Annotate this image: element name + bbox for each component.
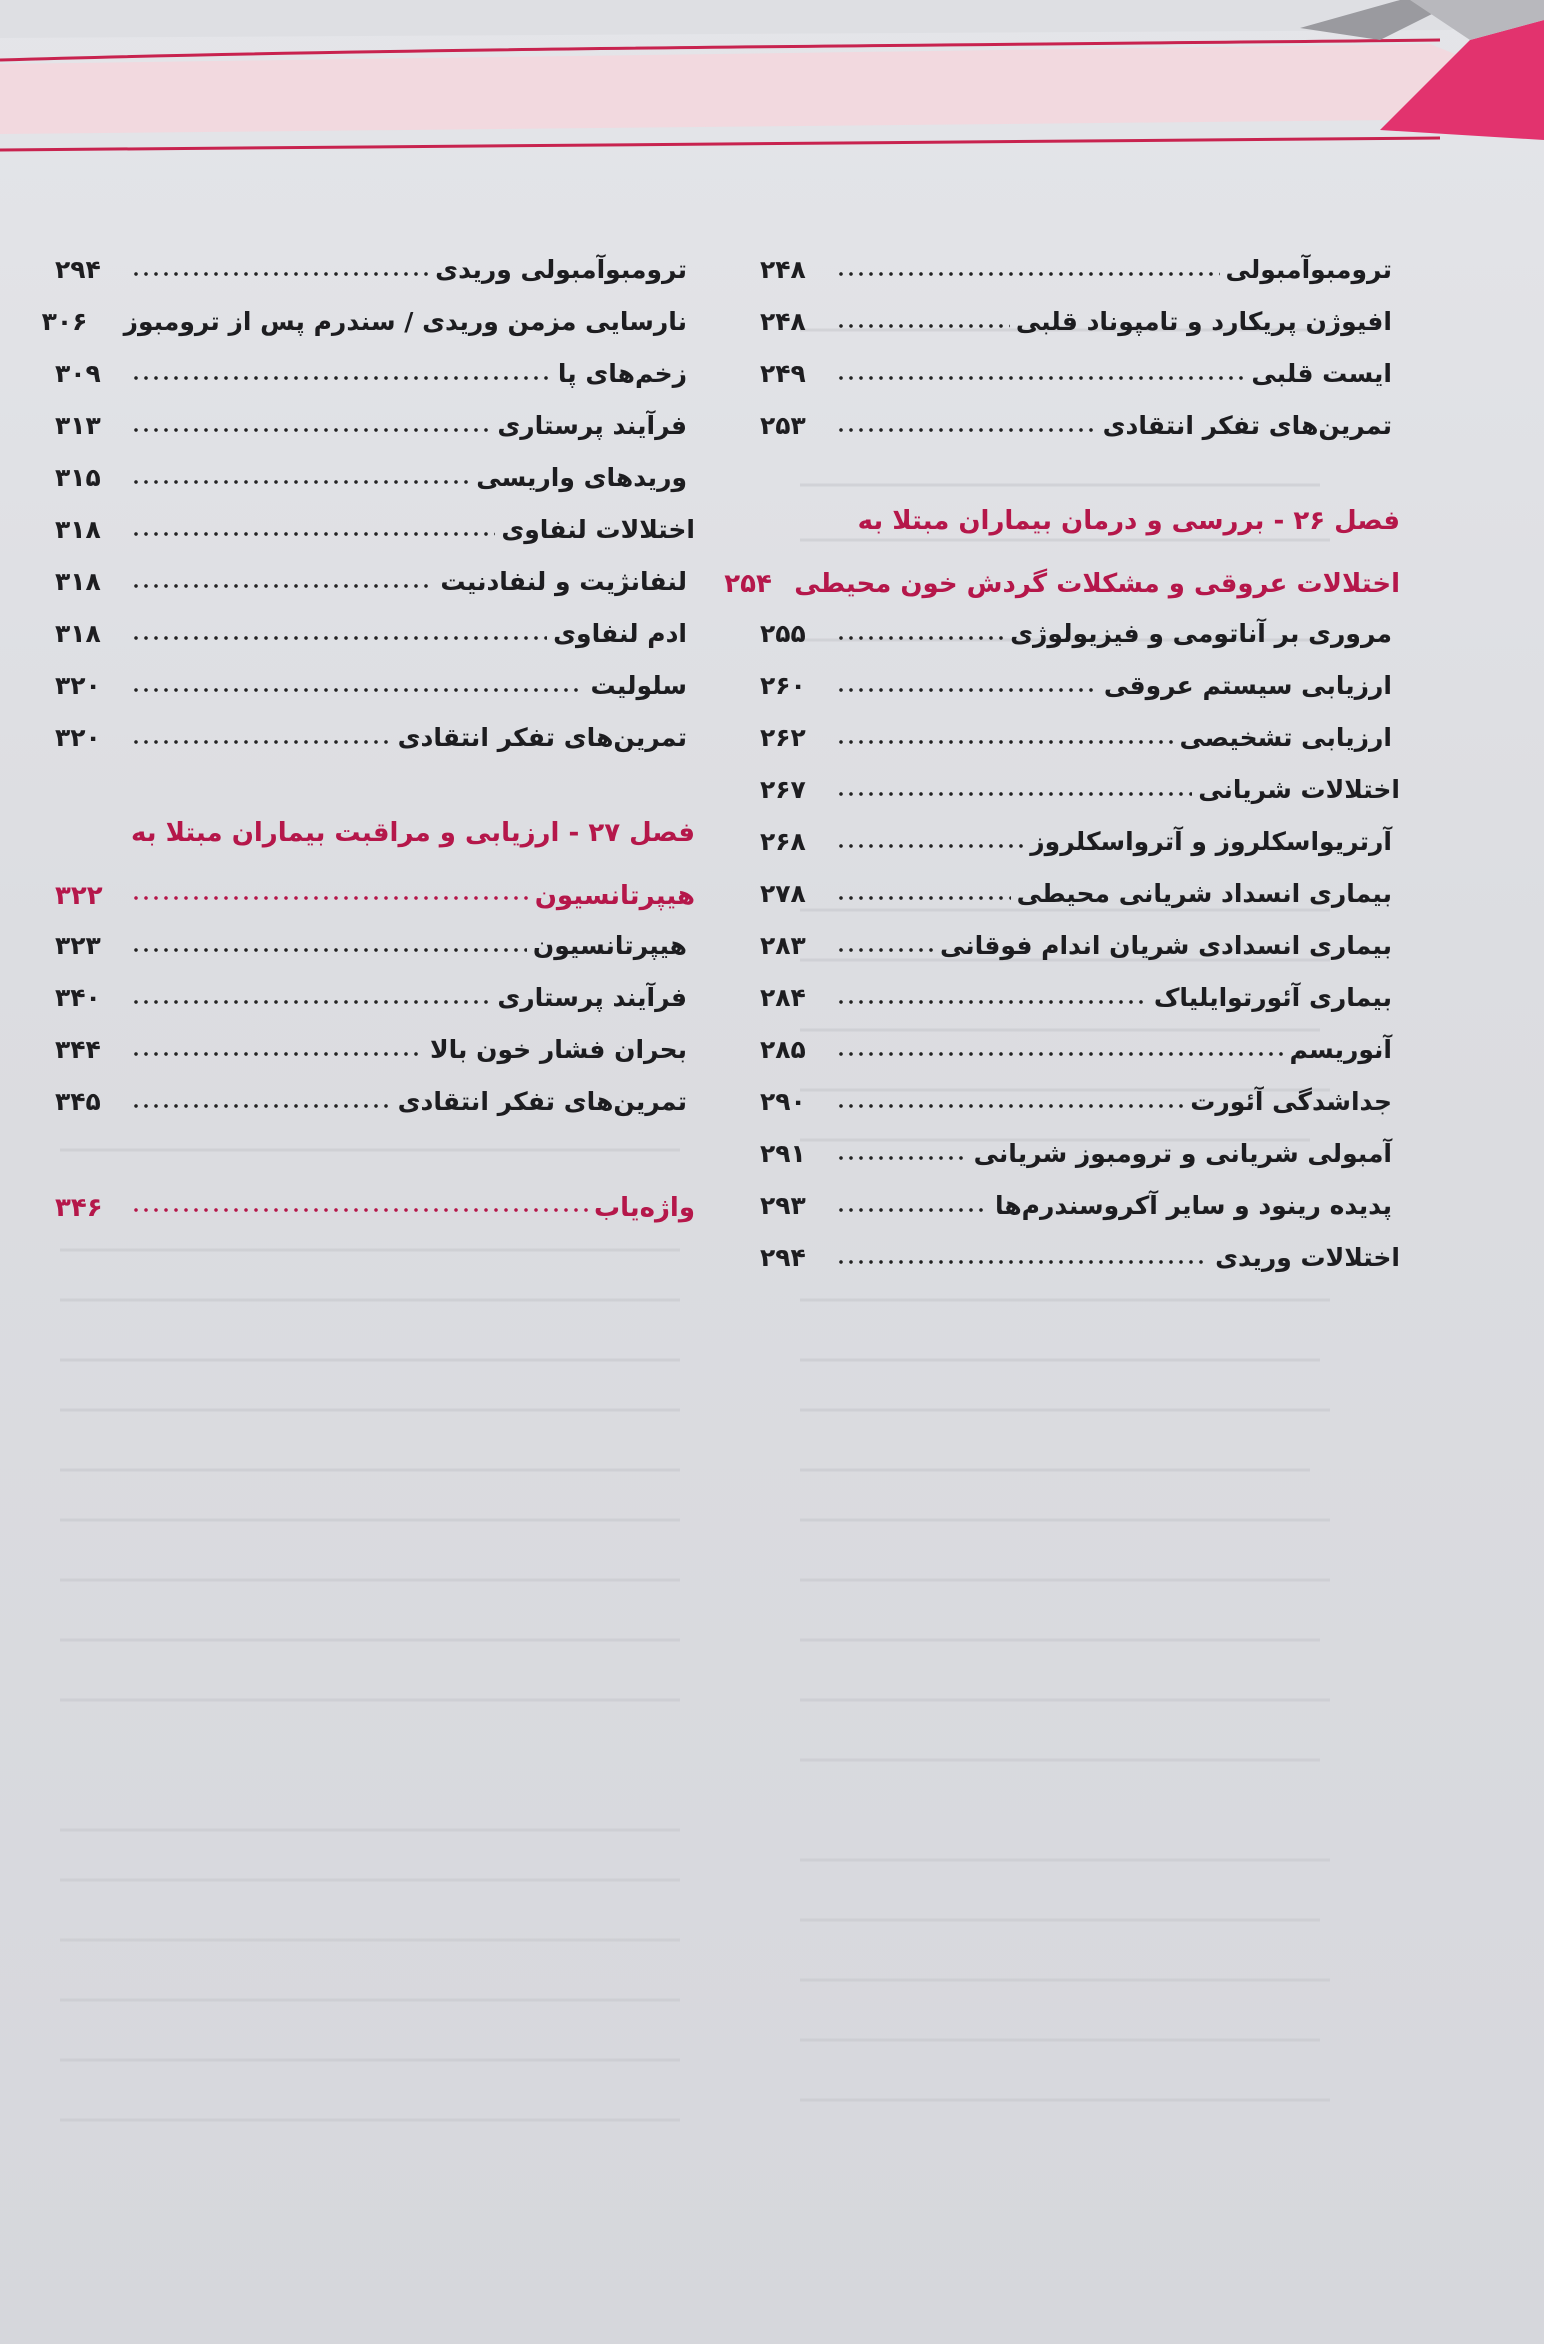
toc-entry-page: ۲۵۵ (760, 619, 806, 648)
leader-dots (131, 1052, 424, 1056)
toc-entry-page: ۳۱۵ (55, 463, 101, 492)
toc-entry-page: ۲۸۵ (760, 1035, 806, 1064)
leader-dots (836, 1260, 1209, 1264)
toc-entry[interactable] (760, 391, 1400, 443)
toc-entry-title: آمبولی شریانی و ترومبوز شریانی (973, 1139, 1392, 1168)
chapter-26-line1: فصل ۲۶ - بررسی و درمان بیماران مبتلا به (857, 506, 1400, 536)
toc-entry-page: ۲۶۸ (760, 827, 806, 856)
leader-dots (836, 1052, 1284, 1056)
toc-entry[interactable] (55, 443, 695, 495)
toc-entry-title: بیماری آئورتوایلیاک (1153, 983, 1392, 1012)
leader-dots (836, 1104, 1184, 1108)
glossary-page: ۳۴۶ (55, 1193, 103, 1223)
leader-dots (836, 896, 1011, 900)
toc-entry[interactable] (760, 599, 1400, 651)
toc-entry-title: اختلالات وریدی (1215, 1243, 1400, 1272)
toc-entry-page: ۳۴۵ (55, 1087, 101, 1116)
toc-entry-title: مروری بر آناتومی و فیزیولوژی (1010, 619, 1392, 648)
toc-entry-title: ایست قلبی (1251, 359, 1392, 388)
toc-entry-title: افیوژن پریکارد و تامپوناد قلبی (1015, 307, 1392, 336)
toc-entry-title: بیماری انسداد شریانی محیطی (1016, 879, 1392, 908)
toc-entry-page: ۲۹۱ (760, 1139, 806, 1168)
toc-entry-title: ترومبوآمبولی (1225, 255, 1392, 284)
toc-entry[interactable] (760, 963, 1400, 1015)
toc-list-chapter-26 (760, 599, 1400, 1275)
chapter-27-line2: هیپرتانسیون (534, 881, 695, 911)
toc-entry-page: ۲۹۳ (760, 1191, 806, 1220)
toc-entry-page: ۳۲۰ (55, 723, 101, 752)
toc-entry[interactable] (760, 1171, 1400, 1223)
toc-entry-title: بیماری انسدادی شریان اندام فوقانی (939, 931, 1392, 960)
toc-entry-title: لنفانژیت و لنفادنیت (440, 567, 687, 596)
toc-entry[interactable] (760, 911, 1400, 963)
chapter-27-line2-row[interactable] (55, 859, 695, 911)
toc-column-left (41, 235, 695, 1223)
toc-entry-page: ۲۵۳ (760, 411, 806, 440)
toc-entry-title: اختلالات شریانی (1198, 775, 1400, 804)
chapter-27-line1: فصل ۲۷ - ارزیابی و مراقبت بیماران مبتلا به (131, 818, 695, 848)
toc-list-chapter-27 (55, 911, 695, 1119)
toc-entry[interactable] (55, 651, 695, 703)
toc-entry-title: فرآیند پرستاری (497, 983, 687, 1012)
toc-entry-title: آنوریسم (1289, 1035, 1392, 1064)
toc-entry-page: ۳۲۳ (55, 931, 101, 960)
leader-dots (131, 948, 527, 952)
toc-entry[interactable] (55, 235, 695, 287)
toc-entry-page: ۳۲۰ (55, 671, 101, 700)
toc-entry-page: ۳۴۴ (55, 1035, 101, 1064)
leader-dots (836, 948, 934, 952)
leader-dots (836, 428, 1097, 432)
toc-entry-page: ۲۹۴ (55, 255, 101, 284)
toc-entry-page: ۲۴۸ (760, 255, 806, 284)
toc-entry-title: ادم لنفاوی (553, 619, 687, 648)
toc-entry[interactable] (760, 651, 1400, 703)
toc-entry-title: ارزیابی سیستم عروقی (1103, 671, 1392, 700)
toc-entry[interactable] (55, 391, 695, 443)
toc-entry-title: تمرین‌های تفکر انتقادی (1102, 411, 1392, 440)
toc-entry-title: پدیده رینود و سایر آکروسندرم‌ها (994, 1191, 1392, 1220)
toc-entry-page: ۲۴۸ (760, 307, 806, 336)
toc-entry-page: ۳۱۸ (55, 567, 101, 596)
toc-entry[interactable] (55, 1067, 695, 1119)
toc-entry[interactable] (760, 1119, 1400, 1171)
glossary-title: واژه‌یاب (593, 1193, 695, 1223)
toc-entry-page: ۳۴۰ (55, 983, 101, 1012)
header-decoration (0, 0, 1544, 170)
chapter-27-page: ۳۲۲ (55, 881, 103, 911)
leader-dots (131, 896, 529, 900)
toc-entry[interactable] (760, 287, 1400, 339)
toc-entry-page: ۲۹۰ (760, 1087, 806, 1116)
toc-entry-page: ۲۶۲ (760, 723, 806, 752)
leader-dots (131, 1000, 491, 1004)
leader-dots (836, 844, 1024, 848)
toc-entry-title: سلولیت (590, 671, 687, 700)
leader-dots (836, 636, 1004, 640)
leader-dots (836, 1156, 968, 1160)
leader-dots (131, 1208, 588, 1212)
toc-entry[interactable] (55, 1015, 695, 1067)
toc-entry[interactable] (55, 339, 695, 391)
leader-dots (836, 376, 1245, 380)
toc-entry-page: ۳۰۶ (41, 307, 88, 336)
leader-dots (131, 532, 495, 536)
toc-entry-title: تمرین‌های تفکر انتقادی (397, 1087, 687, 1116)
leader-dots (836, 740, 1174, 744)
leader-dots (836, 1000, 1148, 1004)
toc-entry[interactable] (760, 859, 1400, 911)
toc-entry-page: ۲۶۰ (760, 671, 806, 700)
leader-dots (131, 584, 434, 588)
toc-entry[interactable] (760, 807, 1400, 859)
toc-entry[interactable] (760, 339, 1400, 391)
toc-entry-title: بحران فشار خون بالا (430, 1035, 687, 1064)
toc-entry[interactable] (55, 547, 695, 599)
leader-dots (836, 688, 1098, 692)
toc-entry-page: ۲۶۷ (760, 775, 806, 804)
toc-entry[interactable] (55, 911, 695, 963)
toc-entry-title: اختلالات لنفاوی (501, 515, 695, 544)
leader-dots (836, 792, 1192, 796)
toc-entry[interactable] (55, 599, 695, 651)
toc-entry-title: فرآیند پرستاری (497, 411, 687, 440)
toc-entry-page: ۲۹۴ (760, 1243, 806, 1272)
toc-entry[interactable] (760, 755, 1400, 807)
toc-entry-title: جداشدگی آئورت (1190, 1087, 1392, 1116)
leader-dots (836, 1208, 989, 1212)
toc-list-right-top (760, 235, 1400, 443)
toc-entry-title: وریدهای واریسی (476, 463, 687, 492)
toc-entry[interactable] (55, 495, 695, 547)
leader-dots (131, 636, 547, 640)
toc-entry-title: ارزیابی تشخیصی (1179, 723, 1392, 752)
toc-entry-page: ۳۱۳ (55, 411, 101, 440)
toc-entry-page: ۳۱۸ (55, 619, 101, 648)
chapter-26-line2-row[interactable] (724, 547, 1400, 599)
leader-dots (131, 740, 392, 744)
leader-dots (131, 376, 552, 380)
toc-entry-title: نارسایی مزمن وریدی / سندرم پس از ترومبوز (123, 307, 687, 336)
toc-entry-page: ۲۴۹ (760, 359, 806, 388)
toc-entry[interactable] (41, 287, 695, 339)
glossary-entry[interactable] (55, 1171, 695, 1223)
toc-entry[interactable] (760, 1067, 1400, 1119)
toc-entry-page: ۲۷۸ (760, 879, 806, 908)
toc-entry-title: آرتریواسکلروز و آترواسکلروز (1030, 827, 1392, 856)
toc-entry-title: هیپرتانسیون (532, 931, 687, 960)
leader-dots (131, 1104, 392, 1108)
leader-dots (131, 480, 470, 484)
leader-dots (836, 272, 1220, 276)
chapter-26-page: ۲۵۴ (724, 569, 772, 599)
toc-list-left-top (41, 235, 695, 755)
toc-entry[interactable] (760, 1223, 1400, 1275)
chapter-27-heading[interactable] (55, 807, 695, 859)
toc-entry-page: ۳۰۹ (55, 359, 101, 388)
toc-entry-title: ترومبوآمبولی وریدی (435, 255, 687, 284)
toc-entry-page: ۲۸۳ (760, 931, 806, 960)
toc-entry[interactable] (55, 703, 695, 755)
leader-dots (131, 688, 584, 692)
toc-entry-page: ۲۸۴ (760, 983, 806, 1012)
chapter-26-heading[interactable] (760, 495, 1400, 547)
toc-entry-title: تمرین‌های تفکر انتقادی (397, 723, 687, 752)
toc-entry-title: زخم‌های پا (557, 359, 687, 388)
chapter-26-line2: اختلالات عروقی و مشکلات گردش خون محیطی (794, 569, 1400, 599)
toc-column-right (724, 235, 1400, 1275)
leader-dots (836, 324, 1010, 328)
leader-dots (131, 272, 429, 276)
toc-entry[interactable] (760, 1015, 1400, 1067)
toc-entry[interactable] (55, 963, 695, 1015)
toc-entry[interactable] (760, 235, 1400, 287)
leader-dots (131, 428, 491, 432)
toc-entry-page: ۳۱۸ (55, 515, 101, 544)
toc-entry[interactable] (760, 703, 1400, 755)
